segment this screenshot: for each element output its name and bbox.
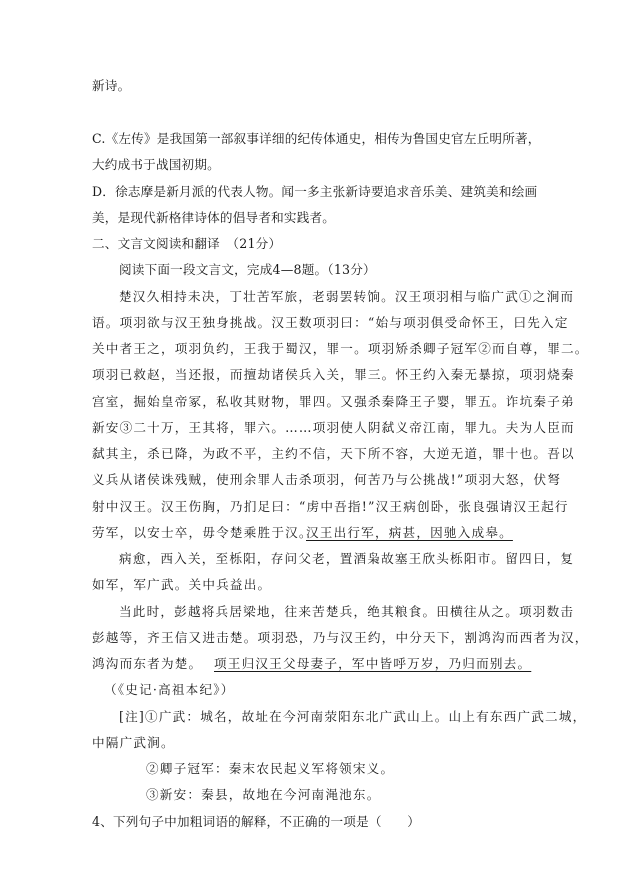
passage-line: 当此时，彭越将兵居梁地，往来苦楚兵，绝其粮食。田横往从之。项羽数击 xyxy=(119,604,575,619)
passage-line: 楚汉久相持未决，丁壮苦军旅，老弱罢转饷。汉王项羽相与临广武①之涧而 xyxy=(119,289,575,304)
passage-line: 病愈，西入关，至栎阳，存问父老，置酒枭故塞王欣头栎阳市。留四日，复 xyxy=(119,551,575,566)
underlined-sentence: 汉王出行军，病甚，因驰入成皋。 xyxy=(306,525,513,540)
passage-line: 项羽已救赵，当还报，而擅劫诸侯兵入关，罪三。怀王约入秦无暴掠，项羽烧秦 xyxy=(92,367,575,382)
passage-line: 义兵从诸侯诛残贼，使刑余罪人击杀项羽，何苦乃与公挑战!”项羽大怒，伏弩 xyxy=(92,472,562,487)
passage-line: 宫室，掘始皇帝冢，私收其财物，罪四。又强杀秦降王子婴，罪五。诈坑秦子弟 xyxy=(92,394,575,409)
passage-line: 鸿沟而东者为楚。 xyxy=(92,656,203,671)
option-c-line: 大约成书于战国初期。 xyxy=(92,157,220,172)
passage-line: 如军，军广武。关中兵益出。 xyxy=(92,577,272,592)
note-line: 中隔广武涧。 xyxy=(92,735,175,750)
source-citation: （《史记·高祖本纪》） xyxy=(104,682,235,697)
passage-line: 语。项羽欲与汉王独身挑战。汉王数项羽曰：“始与项羽俱受命怀王，曰先入定 xyxy=(92,315,569,330)
note-line: ③新安：秦县，故地在今河南渑池东。 xyxy=(146,787,381,802)
instruction-line: 阅读下面一段文言文，完成4—8题。（13分） xyxy=(119,262,376,277)
note-line: ②卿子冠军：秦末农民起义军将领宋义。 xyxy=(146,761,395,776)
passage-line: 新安③二十万，王其将，罪六。……项羽使人阴弑义帝江南，罪九。夫为人臣而 xyxy=(92,420,575,435)
underlined-sentence: 项王归汉王父母妻子，军中皆呼万岁，乃归而别去。 xyxy=(214,656,532,671)
question-line: 4、下列句子中加粗词语的解释，不正确的一项是（ ） xyxy=(92,814,421,829)
passage-line: 彭越等，齐王信又进击楚。项羽恐，乃与汉王约，中分天下，割鸿沟而西者为汉， xyxy=(92,630,589,645)
text-line: 新诗。 xyxy=(92,78,131,93)
passage-line: 弑其主，杀已降，为政不平，主约不信，天下所不容，大逆无道，罪十也。吾以 xyxy=(92,446,575,461)
option-c-line: C.《左传》是我国第一部叙事详细的纪传体通史，相传为鲁国史官左丘明所著， xyxy=(92,131,541,146)
note-line: [注]①广武：城名，故址在今河南荥阳东北广武山上。山上有东西广武二城， xyxy=(119,709,587,724)
option-d-line: 美，是现代新格律诗体的倡导者和实践者。 xyxy=(92,210,336,225)
passage-line: 射中汉王。汉王伤胸，乃扪足曰：“虏中吾指!”汉王病创卧，张良强请汉王起行 xyxy=(92,499,569,514)
passage-line: 劳军，以安士卒，毋令楚乘胜于汉。 xyxy=(92,525,313,540)
section-heading: 二、文言文阅读和翻译 （21分） xyxy=(92,236,282,251)
passage-line: 关中者王之，项羽负约，王我于蜀汉，罪一。项羽矫杀卿子冠军②而自尊，罪二。 xyxy=(92,341,589,356)
option-d-line: D．徐志摩是新月派的代表人物。闻一多主张新诗要追求音乐美、建筑美和绘画 xyxy=(92,184,538,199)
